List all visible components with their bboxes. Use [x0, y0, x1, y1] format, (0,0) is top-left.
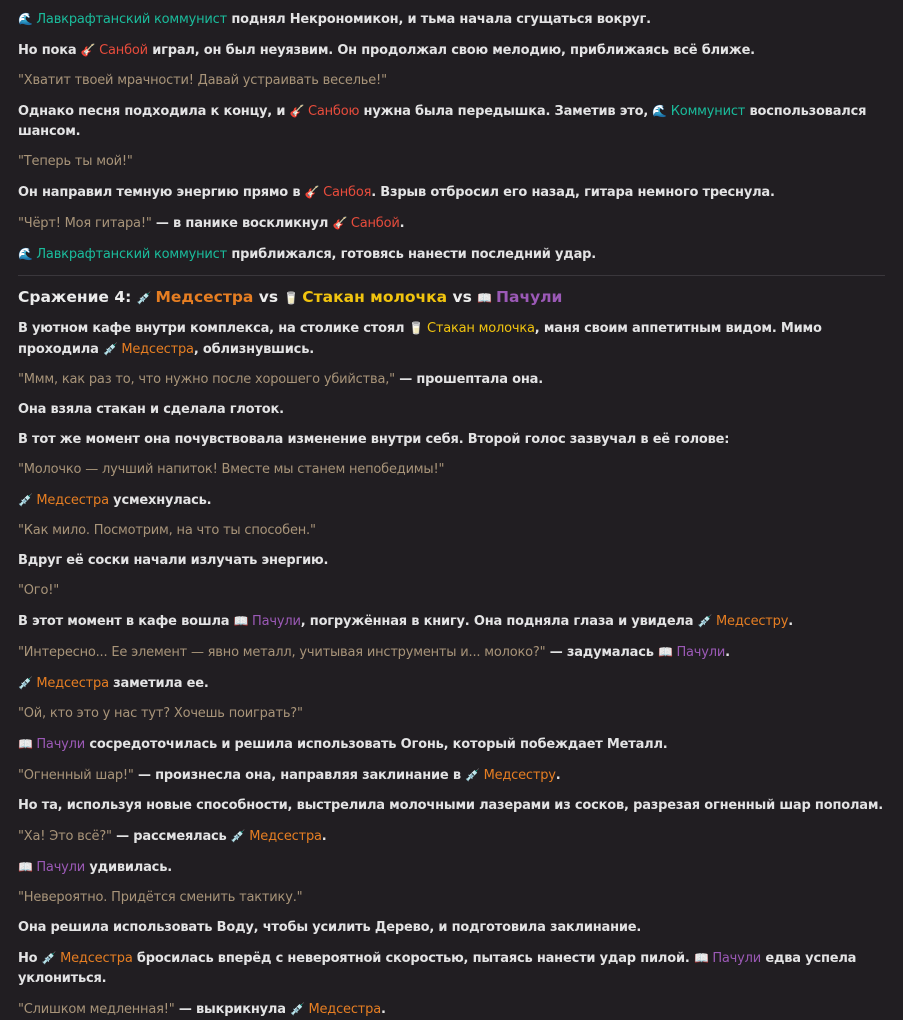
guitar-icon: 🎸 — [289, 104, 308, 118]
character-name: Стакан молочка — [302, 288, 448, 306]
syringe-icon: 💉 — [41, 951, 61, 965]
story-paragraph — [18, 857, 885, 878]
narration-text: "Ой, кто это у нас тут? Хочешь поиграть?" — [18, 706, 303, 721]
syringe-icon: 💉 — [18, 493, 37, 507]
story-paragraph — [18, 796, 885, 816]
narration-text: — в панике воскликнул — [151, 216, 333, 231]
narration-text: Но — [18, 951, 42, 966]
narration-text: . — [725, 645, 730, 660]
narration-text: "Молочко — лучший напиток! Вместе мы станем непобедимы!" — [18, 462, 445, 477]
character-name: Санбою — [307, 104, 360, 119]
quote-text: "Ха! Это всё?" — [18, 829, 112, 844]
story-paragraph — [18, 999, 885, 1020]
character-name: Стакан молочка — [426, 321, 535, 336]
narration-text: vs — [447, 288, 478, 306]
narration-text: В уютном кафе внутри комплекса, на столике стоял — [18, 321, 409, 336]
narration-text: . Взрыв отбросил его назад, гитара немного треснула. — [371, 185, 775, 200]
story-paragraph — [18, 642, 885, 663]
syringe-icon: 💉 — [290, 1002, 309, 1016]
battle-heading — [18, 275, 885, 309]
story-paragraph — [18, 734, 885, 755]
syringe-icon: 💉 — [230, 829, 250, 843]
quote-paragraph — [18, 152, 885, 172]
character-name: Медсестра — [60, 951, 133, 966]
narration-text: играл, он был неуязвим. Он продолжал свою мелодию, приближаясь всё ближе. — [147, 43, 755, 58]
story-paragraph — [18, 244, 885, 265]
quote-paragraph — [18, 704, 885, 724]
narration-text: — выкрикнула — [174, 1002, 291, 1017]
story-paragraph — [18, 318, 885, 360]
narration-text: — рассмеялась — [111, 829, 231, 844]
quote-text: "Огненный шар!" — [18, 768, 134, 783]
syringe-icon: 💉 — [102, 342, 122, 356]
story-paragraph — [18, 918, 885, 938]
story-paragraph — [18, 673, 885, 694]
quote-paragraph — [18, 71, 885, 91]
character-name: Медсестра — [155, 288, 254, 306]
character-name: Медсестра — [249, 829, 322, 844]
character-name: Медсестру — [716, 614, 789, 629]
story-paragraph — [18, 430, 885, 450]
narration-text: "Невероятно. Придётся сменить тактику." — [18, 890, 303, 905]
character-name: Медсестру — [483, 768, 556, 783]
story-paragraph — [18, 182, 885, 203]
narration-text: . — [788, 614, 793, 629]
narration-text: бросилась вперёд с невероятной скоростью, пытаясь нанести удар пилой. — [132, 951, 694, 966]
story-paragraph — [18, 826, 885, 847]
guitar-icon: 🎸 — [332, 216, 351, 230]
narration-text: "Ого!" — [18, 583, 59, 598]
story-paragraph — [18, 370, 885, 390]
book-icon: 📖 — [18, 860, 37, 874]
narration-text: . — [555, 768, 561, 783]
narration-text: . — [380, 1002, 386, 1017]
character-name: Санбой — [99, 43, 148, 58]
narration-text: — задумалась — [545, 645, 659, 660]
narration-text: — прошептала она. — [394, 372, 543, 387]
narration-text: поднял Некрономикон, и тьма начала сгущаться вокруг. — [227, 12, 651, 27]
narration-text: заметила ее. — [108, 676, 209, 691]
narration-text: приближался, готовясь нанести последний удар. — [227, 247, 596, 262]
story-paragraph — [18, 101, 885, 142]
character-name: Пачули — [712, 951, 761, 966]
narration-text: . — [321, 829, 327, 844]
character-name: Санбой — [350, 216, 400, 231]
wave-icon: 🌊 — [18, 12, 37, 26]
quote-text: "Чёрт! Моя гитара!" — [18, 216, 152, 231]
story-paragraph — [18, 490, 885, 511]
book-icon: 📖 — [477, 291, 497, 305]
narration-text: "Хватит твоей мрачности! Давай устраивать веселье!" — [18, 73, 387, 88]
quote-paragraph — [18, 888, 885, 908]
character-name: Медсестра — [36, 676, 109, 691]
narration-text: "Теперь ты мой!" — [18, 154, 133, 169]
story-paragraph — [18, 9, 885, 30]
milk-icon: 🥛 — [408, 321, 427, 335]
narration-text: Однако песня подходила к концу, и — [18, 104, 290, 119]
wave-icon: 🌊 — [652, 104, 671, 118]
narration-text: vs — [253, 288, 284, 306]
story-paragraph — [18, 400, 885, 420]
narration-text: Вдруг её соски начали излучать энергию. — [18, 553, 329, 568]
character-name: Пачули — [676, 645, 726, 660]
narration-text: , маня своим аппетитным видом. Мимо проходила — [18, 321, 822, 357]
narration-text: В этот момент в кафе вошла — [18, 614, 234, 629]
story-paragraph — [18, 213, 885, 234]
character-name: Пачули — [36, 737, 86, 752]
narration-text: сосредоточилась и решила использовать Огонь, который побеждает Металл. — [85, 737, 668, 752]
character-name: Пачули — [496, 288, 563, 306]
character-name: Коммунист — [670, 104, 746, 119]
narration-text: Но пока — [18, 43, 81, 58]
character-name: Медсестра — [36, 493, 109, 508]
character-name: Лавкрафтанский коммунист — [36, 247, 227, 262]
character-name: Медсестра — [121, 342, 194, 357]
book-icon: 📖 — [233, 614, 253, 628]
quote-text: "Интересно... Ее элемент — явно металл, учитывая инструменты и... молоко?" — [18, 645, 546, 660]
narration-text: . — [399, 216, 405, 231]
narration-text: удивилась. — [85, 860, 172, 875]
narration-text: — произнесла она, направляя заклинание в — [133, 768, 466, 783]
guitar-icon: 🎸 — [80, 43, 100, 57]
syringe-icon: 💉 — [697, 614, 717, 628]
character-name: Пачули — [36, 860, 86, 875]
narration-text: Но та, используя новые способности, выстрелила молочными лазерами из сосков, разрезая огненный шар пополам. — [18, 798, 884, 813]
character-name: Пачули — [252, 614, 301, 629]
milk-icon: 🥛 — [283, 291, 303, 305]
character-name: Лавкрафтанский коммунист — [36, 12, 227, 27]
character-name: Санбоя — [323, 185, 372, 200]
narration-text: нужна была передышка. Заметив это, — [359, 104, 653, 119]
story-paragraph — [18, 948, 885, 989]
quote-paragraph — [18, 581, 885, 601]
narration-text: Он направил темную энергию прямо в — [18, 185, 305, 200]
book-icon: 📖 — [693, 951, 713, 965]
story-paragraph — [18, 611, 885, 632]
syringe-icon: 💉 — [465, 768, 484, 782]
narration-text: "Как мило. Посмотрим, на что ты способен." — [18, 523, 316, 538]
syringe-icon: 💉 — [136, 291, 156, 305]
wave-icon: 🌊 — [18, 247, 37, 261]
narration-text: Сражение 4: — [18, 288, 137, 306]
narration-text: усмехнулась. — [108, 493, 212, 508]
narration-text: воспользовался шансом. — [18, 104, 867, 139]
guitar-icon: 🎸 — [304, 185, 324, 199]
story-paragraph — [18, 40, 885, 61]
syringe-icon: 💉 — [18, 676, 37, 690]
narration-text: , облизнувшись. — [193, 342, 314, 357]
book-icon: 📖 — [18, 737, 37, 751]
narration-text: Она взяла стакан и сделала глоток. — [18, 402, 284, 417]
quote-text: "Ммм, как раз то, что нужно после хорошего убийства," — [18, 372, 395, 387]
quote-paragraph — [18, 521, 885, 541]
story-paragraph — [18, 765, 885, 786]
character-name: Медсестра — [308, 1002, 381, 1017]
book-icon: 📖 — [658, 645, 677, 659]
narration-text: едва успела уклониться. — [18, 951, 857, 986]
story-paragraph — [18, 551, 885, 571]
quote-paragraph — [18, 460, 885, 480]
narration-text: В тот же момент она почувствовала изменение внутри себя. Второй голос зазвучал в её голове: — [18, 432, 730, 447]
narration-text: Она решила использовать Воду, чтобы усилить Дерево, и подготовила заклинание. — [18, 920, 642, 935]
narration-text: , погружённая в книгу. Она подняла глаза и увидела — [300, 614, 698, 629]
quote-text: "Слишком медленная!" — [18, 1002, 175, 1017]
